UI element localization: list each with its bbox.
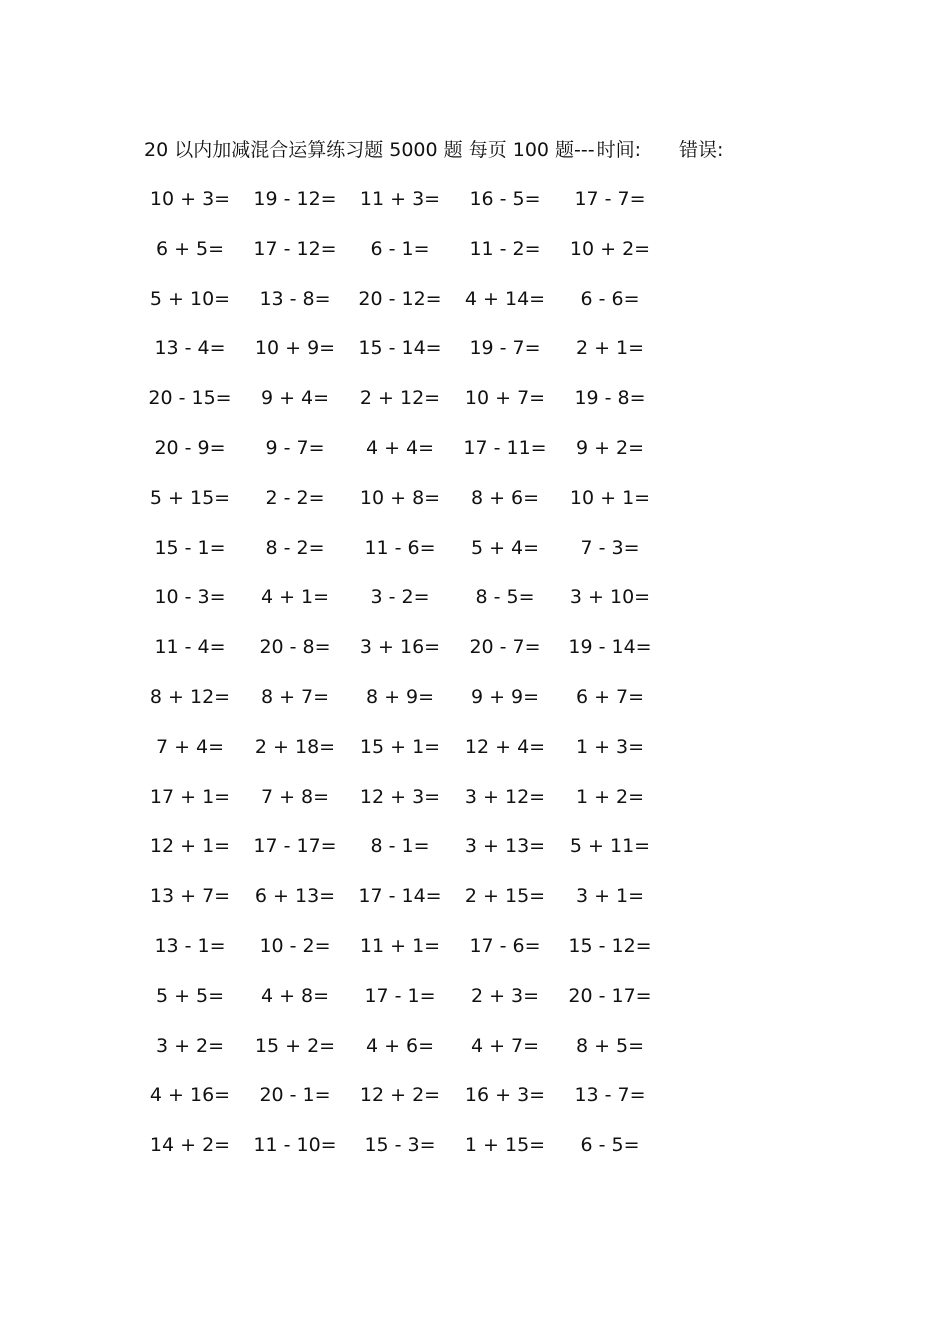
problem: 11 + 1= bbox=[359, 934, 441, 957]
problem: 10 + 8= bbox=[359, 486, 441, 509]
problem: 8 + 9= bbox=[365, 685, 435, 708]
problem: 17 - 14= bbox=[358, 885, 442, 908]
problem: 20 - 12= bbox=[358, 287, 442, 310]
problem-row bbox=[144, 385, 684, 435]
problem-row bbox=[144, 784, 684, 834]
problem: 13 + 7= bbox=[149, 885, 231, 908]
problem: 5 + 4= bbox=[470, 536, 540, 559]
problem: 16 + 3= bbox=[464, 1084, 546, 1107]
problem: 2 + 15= bbox=[464, 885, 546, 908]
problem: 7 + 8= bbox=[260, 785, 330, 808]
problem: 20 - 7= bbox=[469, 636, 541, 659]
problem: 20 - 15= bbox=[148, 387, 232, 410]
problem: 15 + 2= bbox=[254, 1034, 336, 1057]
problem: 19 - 14= bbox=[568, 636, 652, 659]
problem-row bbox=[144, 1082, 684, 1132]
problem: 17 - 1= bbox=[364, 984, 436, 1007]
problem: 2 - 2= bbox=[265, 486, 325, 509]
problem: 17 - 7= bbox=[574, 188, 646, 210]
problem: 2 + 3= bbox=[470, 984, 540, 1007]
problem: 2 + 18= bbox=[254, 735, 336, 758]
problem: 4 + 4= bbox=[365, 436, 435, 459]
problem-row bbox=[144, 933, 684, 983]
problem: 16 - 5= bbox=[469, 188, 541, 210]
problem: 15 - 3= bbox=[364, 1134, 436, 1157]
problem: 3 + 1= bbox=[575, 885, 645, 908]
problem: 6 + 13= bbox=[254, 885, 336, 908]
problem: 4 + 16= bbox=[149, 1084, 231, 1107]
problem: 6 + 5= bbox=[155, 237, 225, 260]
problem: 17 - 12= bbox=[253, 237, 337, 260]
problem: 4 + 1= bbox=[260, 586, 330, 609]
problem: 8 - 2= bbox=[265, 536, 325, 559]
problem: 12 + 2= bbox=[359, 1084, 441, 1107]
problem: 10 - 3= bbox=[154, 586, 226, 609]
problem: 13 - 8= bbox=[259, 287, 331, 310]
problem: 8 + 6= bbox=[470, 486, 540, 509]
problem: 10 + 1= bbox=[569, 486, 651, 509]
time-label: 时间: bbox=[596, 139, 642, 161]
problem: 9 + 2= bbox=[575, 436, 645, 459]
problem: 6 - 1= bbox=[370, 237, 430, 260]
problem: 5 + 11= bbox=[569, 835, 651, 858]
problem: 15 - 12= bbox=[568, 934, 652, 957]
problem-row bbox=[144, 335, 684, 385]
problem: 19 - 7= bbox=[469, 337, 541, 360]
problem-row bbox=[144, 584, 684, 634]
problem: 15 + 1= bbox=[359, 735, 441, 758]
problem: 5 + 5= bbox=[155, 984, 225, 1007]
problem: 20 - 17= bbox=[568, 984, 652, 1007]
problem-row bbox=[144, 684, 684, 734]
problem: 1 + 2= bbox=[575, 785, 645, 808]
problem-row bbox=[144, 634, 684, 684]
problem: 3 - 2= bbox=[370, 586, 430, 609]
problem-row bbox=[144, 535, 684, 585]
problem-row bbox=[144, 983, 684, 1033]
problem: 9 + 4= bbox=[260, 387, 330, 410]
problem: 4 + 7= bbox=[470, 1034, 540, 1057]
problem: 11 + 3= bbox=[359, 188, 441, 210]
problem-row bbox=[144, 833, 684, 883]
problem: 7 - 3= bbox=[580, 536, 640, 559]
problem: 5 + 10= bbox=[149, 287, 231, 310]
problem: 14 + 2= bbox=[149, 1134, 231, 1157]
problem: 8 + 7= bbox=[260, 685, 330, 708]
problem: 10 + 9= bbox=[254, 337, 336, 360]
worksheet-header bbox=[144, 137, 723, 163]
problem: 7 + 4= bbox=[155, 735, 225, 758]
problem: 11 - 4= bbox=[154, 636, 226, 659]
problem: 8 - 1= bbox=[370, 835, 430, 858]
problem: 12 + 3= bbox=[359, 785, 441, 808]
problem: 2 + 1= bbox=[575, 337, 645, 360]
problem: 6 - 5= bbox=[580, 1134, 640, 1157]
problem: 3 + 2= bbox=[155, 1034, 225, 1057]
problem: 4 + 6= bbox=[365, 1034, 435, 1057]
problem: 20 - 1= bbox=[259, 1084, 331, 1107]
problem: 13 - 1= bbox=[154, 934, 226, 957]
problem: 11 - 10= bbox=[253, 1134, 337, 1157]
problem-row bbox=[144, 883, 684, 933]
problem: 2 + 12= bbox=[359, 387, 441, 410]
problem: 19 - 12= bbox=[253, 188, 337, 210]
problem: 20 - 9= bbox=[154, 436, 226, 459]
problem: 5 + 15= bbox=[149, 486, 231, 509]
problem: 1 + 3= bbox=[575, 735, 645, 758]
problem: 6 + 7= bbox=[575, 685, 645, 708]
problem: 20 - 8= bbox=[259, 636, 331, 659]
problem-grid bbox=[144, 186, 684, 1182]
problem-row bbox=[144, 485, 684, 535]
problem: 3 + 16= bbox=[359, 636, 441, 659]
problem: 3 + 13= bbox=[464, 835, 546, 858]
problem-row bbox=[144, 734, 684, 784]
problem: 17 - 11= bbox=[463, 436, 547, 459]
problem: 1 + 15= bbox=[464, 1134, 546, 1157]
problem-row bbox=[144, 236, 684, 286]
problem-row bbox=[144, 435, 684, 485]
problem: 4 + 8= bbox=[260, 984, 330, 1007]
problem: 4 + 14= bbox=[464, 287, 546, 310]
problem-row bbox=[144, 186, 684, 236]
problem: 19 - 8= bbox=[574, 387, 646, 410]
problem-row bbox=[144, 286, 684, 336]
problem: 11 - 6= bbox=[364, 536, 436, 559]
problem: 8 - 5= bbox=[475, 586, 535, 609]
problem: 12 + 4= bbox=[464, 735, 546, 758]
problem-row bbox=[144, 1033, 684, 1083]
problem: 17 + 1= bbox=[149, 785, 231, 808]
problem: 13 - 7= bbox=[574, 1084, 646, 1107]
problem: 3 + 10= bbox=[569, 586, 651, 609]
problem: 12 + 1= bbox=[149, 835, 231, 858]
problem: 9 - 7= bbox=[265, 436, 325, 459]
problem: 8 + 12= bbox=[149, 685, 231, 708]
problem: 10 - 2= bbox=[259, 934, 331, 957]
problem: 17 - 6= bbox=[469, 934, 541, 957]
problem: 8 + 5= bbox=[575, 1034, 645, 1057]
problem: 17 - 17= bbox=[253, 835, 337, 858]
problem: 15 - 14= bbox=[358, 337, 442, 360]
problem: 11 - 2= bbox=[469, 237, 541, 260]
problem: 3 + 12= bbox=[464, 785, 546, 808]
problem: 6 - 6= bbox=[580, 287, 640, 310]
problem: 10 + 3= bbox=[149, 188, 231, 210]
problem: 15 - 1= bbox=[154, 536, 226, 559]
worksheet-title: 20 以内加减混合运算练习题 5000 题 每页 100 题--- bbox=[144, 139, 595, 161]
problem: 9 + 9= bbox=[470, 685, 540, 708]
problem: 10 + 2= bbox=[569, 237, 651, 260]
problem: 10 + 7= bbox=[464, 387, 546, 410]
problem: 13 - 4= bbox=[154, 337, 226, 360]
problem-row bbox=[144, 1132, 684, 1182]
error-label: 错误: bbox=[679, 139, 724, 161]
